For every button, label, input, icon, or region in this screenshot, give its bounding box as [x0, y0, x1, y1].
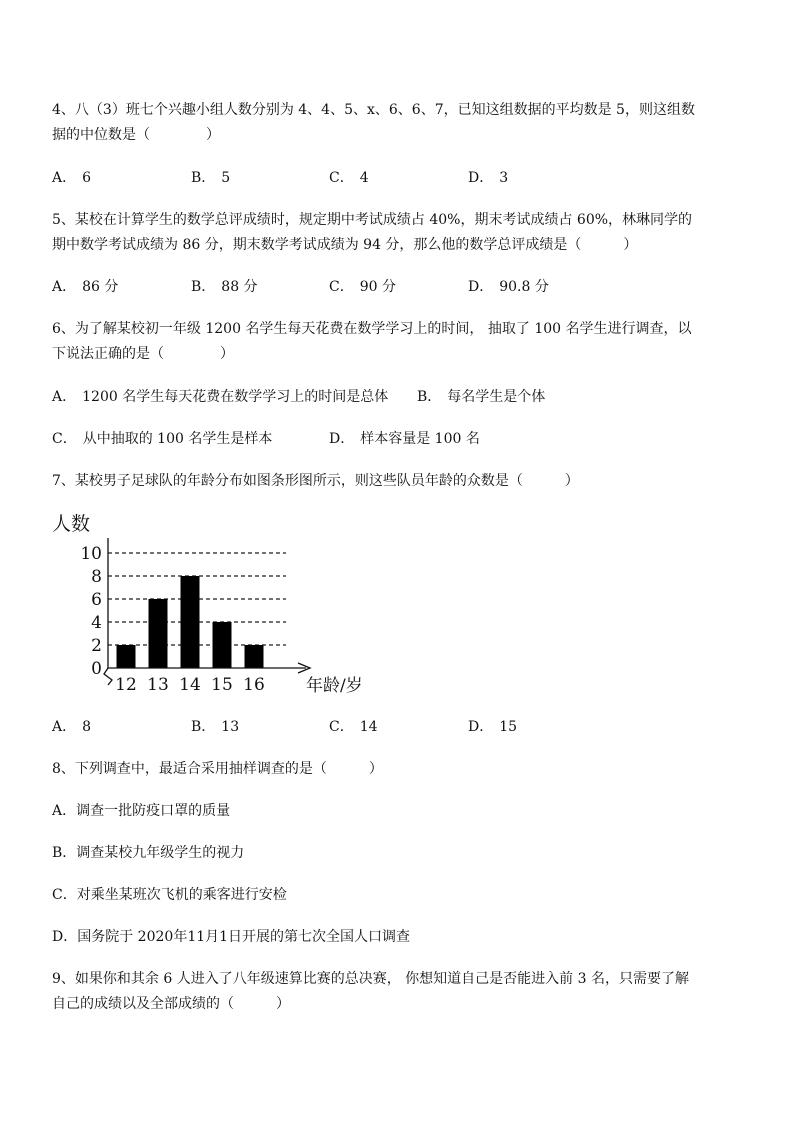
x-axis-label: 年龄/岁 [306, 676, 363, 696]
q5-option-a[interactable] [52, 277, 118, 297]
option-text: 90.8 分 [499, 279, 549, 295]
option-text: 调查某校九年级学生的视力 [76, 845, 245, 861]
bar-age-14 [181, 576, 200, 668]
option-text: 90 分 [359, 279, 396, 295]
q4-option-b[interactable] [191, 168, 230, 188]
q6-option-a[interactable] [52, 387, 388, 407]
option-label: A． [52, 803, 77, 819]
option-label: D． [468, 279, 494, 295]
option-label: B． [191, 170, 216, 186]
q7-option-a[interactable] [52, 717, 91, 737]
option-label: D． [329, 431, 355, 447]
bar-age-13 [149, 599, 168, 668]
q6-option-d[interactable] [329, 429, 480, 449]
q4-stem-line-1: 4、八（3）班七个兴趣小组人数分别为 4、4、5、x、6、6、7，已知这组数据的平均数是 5，则这组数 [52, 102, 695, 118]
q7-options [52, 717, 752, 737]
q5-option-d[interactable] [468, 277, 549, 297]
y-tick-label: 2 [91, 636, 102, 656]
q6-options-row-1 [52, 387, 752, 407]
q7-option-d[interactable] [468, 717, 517, 737]
q8-stem-line-1: 8、下列调查中，最适合采用抽样调查的是（ ） [52, 761, 383, 777]
option-text: 对乘坐某班次飞机的乘客进行安检 [76, 887, 287, 903]
option-label: B． [417, 389, 442, 405]
x-tick-label: 15 [211, 675, 233, 695]
q6-option-c[interactable] [52, 429, 272, 449]
y-tick-labels [80, 544, 102, 679]
y-axis-label: 人数 [52, 513, 91, 535]
age-distribution-bar-chart [48, 508, 388, 698]
option-text: 6 [82, 170, 92, 186]
option-label: B． [52, 845, 77, 861]
option-label: D． [52, 929, 78, 945]
axis-break-mark [104, 668, 112, 685]
option-text: 样本容量是 100 名 [360, 431, 480, 447]
q6-stem-line-2: 下说法正确的是（ ） [52, 346, 234, 362]
option-label: C． [329, 279, 354, 295]
q4-option-d[interactable] [468, 168, 508, 188]
bar-age-16 [245, 645, 264, 668]
q9-stem-line-1: 9、如果你和其余 6 人进入了八年级速算比赛的总决赛， 你想知道自己是否能进入前 3 名，只需要了解 [52, 971, 689, 987]
q7-stem-line-1: 7、某校男子足球队的年龄分布如图条形图所示，则这些队员年龄的众数是（ ） [52, 473, 579, 489]
option-label: D． [468, 719, 494, 735]
option-text: 5 [221, 170, 231, 186]
bar-age-12 [117, 645, 136, 668]
option-text: 国务院于 2020年11月1日开展的第七次全国人口调查 [77, 929, 411, 945]
q5-stem-line-2: 期中数学考试成绩为 86 分，期末数学考试成绩为 94 分，那么他的数学总评成绩是（ ） [52, 237, 638, 253]
option-label: C． [329, 719, 354, 735]
q5-options [52, 277, 752, 297]
q8-option-a[interactable] [52, 801, 230, 821]
option-label: A． [52, 389, 77, 405]
q6-option-b[interactable] [417, 387, 545, 407]
q4-option-a[interactable] [52, 168, 91, 188]
q4-stem-line-2: 据的中位数是（ ） [52, 127, 220, 143]
x-tick-label: 14 [179, 675, 201, 695]
option-text: 从中抽取的 100 名学生是样本 [82, 431, 273, 447]
option-label: A． [52, 170, 77, 186]
option-label: B． [191, 719, 216, 735]
option-label: B． [191, 279, 216, 295]
q6-stem-line-1: 6、为了解某校初一年级 1200 名学生每天花费在数学学习上的时间， 抽取了 100 名学生进行调查，以 [52, 321, 692, 337]
y-tick-label: 6 [91, 590, 102, 610]
q9-stem-line-2: 自己的成绩以及全部成绩的（ ） [52, 996, 290, 1012]
option-text: 88 分 [221, 279, 258, 295]
option-text: 每名学生是个体 [447, 389, 546, 405]
x-tick-label: 12 [115, 675, 137, 695]
option-label: C． [52, 887, 77, 903]
option-text: 调查一批防疫口罩的质量 [76, 803, 231, 819]
q8-option-d[interactable] [52, 927, 410, 947]
option-text: 1200 名学生每天花费在数学学习上的时间是总体 [82, 389, 389, 405]
option-text: 8 [82, 719, 92, 735]
q7-option-c[interactable] [329, 717, 378, 737]
q8-option-b[interactable] [52, 843, 244, 863]
y-tick-label: 8 [91, 567, 102, 587]
option-label: A． [52, 719, 77, 735]
y-tick-label: 4 [91, 613, 102, 633]
option-text: 13 [221, 719, 240, 735]
option-text: 3 [499, 170, 509, 186]
q7-option-b[interactable] [191, 717, 239, 737]
q8-option-c[interactable] [52, 885, 287, 905]
q5-option-b[interactable] [191, 277, 258, 297]
option-text: 4 [359, 170, 369, 186]
option-label: A． [52, 279, 77, 295]
bar-age-15 [213, 622, 232, 668]
q5-stem-line-1: 5、某校在计算学生的数学总评成绩时，规定期中考试成绩占 40%，期末考试成绩占 60%，林琳同学的 [52, 212, 693, 228]
q6-options-row-2 [52, 429, 752, 449]
y-tick-label: 0 [91, 659, 102, 679]
y-tick-label: 10 [80, 544, 102, 564]
option-label: C． [329, 170, 354, 186]
x-tick-label: 16 [243, 675, 265, 695]
q4-option-c[interactable] [329, 168, 369, 188]
option-text: 86 分 [82, 279, 119, 295]
option-text: 14 [359, 719, 378, 735]
option-label: C． [52, 431, 77, 447]
q4-options [52, 168, 752, 188]
option-label: D． [468, 170, 494, 186]
option-text: 15 [499, 719, 518, 735]
x-tick-label: 13 [147, 675, 169, 695]
x-tick-labels [115, 675, 265, 695]
q5-option-c[interactable] [329, 277, 396, 297]
